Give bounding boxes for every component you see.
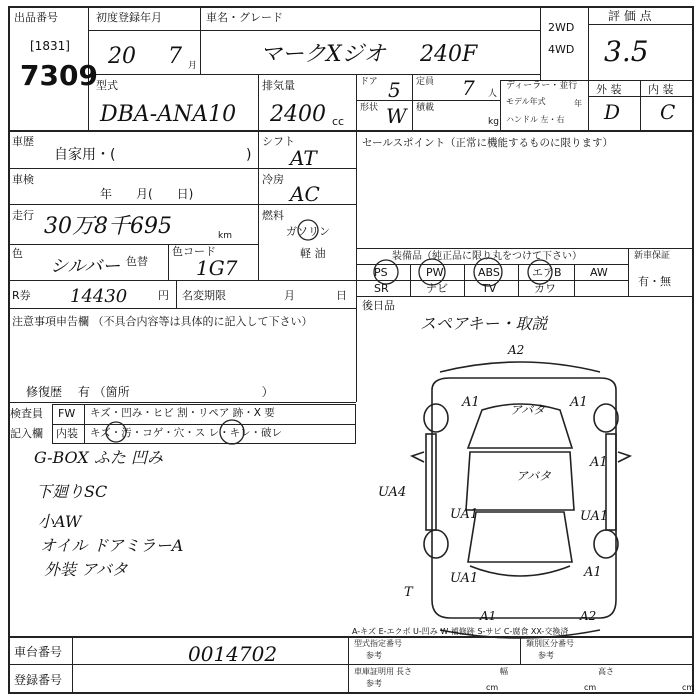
month-label: 月 — [284, 289, 295, 302]
divider — [520, 636, 521, 664]
equip-airbag: エアB — [532, 266, 562, 279]
vehicle-cert-label: 車庫証明用 — [354, 667, 394, 676]
sales-point-label: セールスポイント（正常に機能するものに限ります） — [362, 137, 614, 149]
mark-ua-right-rear: UA1 — [580, 509, 609, 524]
color-code-label: 色コード — [172, 245, 216, 258]
handwritten-line-1: G-BOX ふた 凹み — [34, 448, 163, 467]
reg-month: 7 — [168, 44, 182, 69]
mileage-value: 30万8千695 — [44, 214, 172, 239]
shift-label: シフト — [262, 135, 295, 148]
year-unit: 年 — [574, 99, 582, 108]
displacement: 2400 — [270, 102, 326, 127]
equip-sr: SR — [374, 282, 389, 295]
width-cm: cm — [584, 683, 597, 692]
mark-ua-left-front: UA4 — [378, 485, 407, 500]
ac-value: AC — [290, 182, 320, 206]
divider — [8, 636, 694, 638]
history-label: 車歴 — [12, 135, 34, 148]
kg-unit: kg — [488, 117, 499, 127]
width-label: 幅 — [500, 667, 508, 676]
later-items-label: 後日品 — [362, 299, 395, 312]
color-label: 色 — [12, 247, 23, 260]
recolor-label: 色替 — [126, 255, 148, 268]
vehicle-cert-sub: 参考 — [366, 679, 382, 688]
mark-ua-left-rear: UA1 — [450, 571, 479, 586]
dealer-label: ディーラー・並行 — [506, 81, 578, 91]
inspector-interior-items: キズ・汚・コゲ・穴・ス レ・キレ・破レ — [90, 427, 283, 439]
mark-a2-bottom: A2 — [580, 609, 597, 623]
divider — [348, 636, 349, 694]
handwritten-line-2: 下廻りSC — [36, 482, 108, 501]
lot-sub: [1831] — [30, 39, 70, 53]
model-code: DBA-ANA10 — [100, 102, 237, 127]
rken-label: R券 — [12, 289, 31, 302]
history-value: 自家用・( — [54, 147, 116, 163]
damage-legend: A-キズ E-エクボ U-凹み W-補修跡 S-サビ C-腐食 XX-交換済 — [352, 627, 569, 636]
fuel-label: 燃料 — [262, 209, 284, 222]
type-cert-label: 型式指定番号 — [354, 639, 402, 648]
shift-value: AT — [290, 146, 317, 170]
inspector-fw-items: キズ・凹み・ヒビ 割・リペア 跡・X 要 — [90, 407, 275, 419]
mark-t: T — [404, 585, 413, 600]
mark-a1-front-right: A1 — [570, 395, 588, 410]
lot-number: 7309 — [20, 59, 98, 92]
class-sub: 参考 — [538, 651, 554, 660]
mark-abata-roof: アバタ — [516, 469, 552, 483]
handle-label: ハンドル 左・右 — [506, 115, 565, 124]
handwritten-line-5: 外装 アバタ — [44, 560, 128, 579]
divider — [8, 664, 694, 665]
car-name: マークXジオ — [260, 42, 386, 67]
color-value: シルバー — [50, 256, 121, 277]
equip-pw: PW — [426, 266, 444, 279]
mark-a2-top: A2 — [508, 343, 525, 357]
handwritten-line-3: 小AW — [38, 512, 82, 531]
ac-label: 冷房 — [262, 173, 284, 186]
reg-no-label: 登録番号 — [14, 673, 63, 687]
exterior-label: 外 装 — [596, 83, 622, 96]
inspection-label: 車検 — [12, 173, 34, 186]
exterior-grade: D — [604, 100, 621, 124]
height-label: 高さ — [598, 667, 614, 676]
equip-aw: AW — [590, 266, 608, 279]
handwritten-line-4: オイル ドアミラーA — [40, 536, 184, 555]
inspector-label-2: 記入欄 — [10, 427, 43, 440]
interior-label: 内 装 — [648, 83, 674, 96]
inspection-value: 年 月( 日) — [100, 187, 194, 201]
load-label: 積載 — [416, 103, 435, 113]
class-label: 類別区分番号 — [526, 639, 574, 648]
fuel-diesel: 軽 油 — [300, 247, 326, 260]
yen-unit: 円 — [158, 289, 169, 302]
mark-a1-right-rear: A1 — [584, 565, 602, 580]
reg-year: 20 — [108, 44, 136, 69]
equip-tv: TV — [482, 282, 497, 295]
equipment-label: 装備品（純正品に限り丸をつけて下さい） — [392, 251, 582, 262]
rken-value: 14430 — [70, 286, 128, 307]
mark-ua-left-mid: UA1 — [450, 507, 479, 522]
eval-score: 3.5 — [604, 35, 649, 68]
mark-a1-right-mid: A1 — [590, 455, 608, 470]
model-label: 型式 — [96, 79, 118, 92]
mark-abata-hood: アバタ — [510, 403, 546, 417]
equip-abs: ABS — [478, 266, 500, 279]
new-warranty-value: 有・無 — [638, 275, 671, 288]
height-cm: cm — [682, 683, 695, 692]
door-label: ドア — [360, 77, 378, 87]
mark-a1-front-left: A1 — [462, 395, 480, 410]
equip-ps: PS — [374, 266, 388, 279]
length-cm: cm — [486, 683, 499, 692]
capacity-label: 定員 — [416, 77, 435, 87]
inspector-fw: FW — [58, 407, 76, 420]
person-unit: 人 — [488, 89, 498, 99]
shape: W — [386, 104, 407, 128]
reg-date-label: 初度登録年月 — [96, 11, 162, 24]
chassis-label: 車台番号 — [14, 645, 63, 659]
model-year-label: モデル年式 — [506, 97, 546, 106]
type-cert-sub: 参考 — [366, 651, 382, 660]
month-unit: 月 — [188, 61, 198, 71]
cc-unit: cc — [332, 115, 345, 128]
car-name-label: 車名・グレード — [206, 11, 283, 24]
notes-label: 注意事項申告欄 （不具合内容等は具体的に記入して下さい） — [12, 315, 313, 328]
repair-history: 修復歴 有 （箇所 ） — [26, 385, 274, 399]
drive-2wd: 2WD — [548, 21, 575, 34]
day-label: 日 — [336, 289, 347, 302]
fuel-gasoline: ガソリン — [286, 225, 330, 238]
mileage-label: 走行 — [12, 209, 34, 222]
color-code: 1G7 — [196, 256, 238, 280]
km-unit: km — [218, 231, 232, 241]
capacity: 7 — [462, 76, 475, 100]
divider — [72, 636, 73, 694]
history-close: ) — [246, 147, 252, 163]
car-grade: 240F — [420, 42, 478, 67]
chassis-number: 0014702 — [188, 642, 278, 666]
interior-grade: C — [660, 100, 676, 124]
mark-a1-bottom: A1 — [480, 609, 497, 623]
drive-4wd: 4WD — [548, 43, 575, 56]
length-label: 長さ — [396, 667, 412, 676]
new-warranty-label: 新車保証 — [634, 251, 671, 261]
inspector-interior: 内装 — [56, 427, 78, 440]
eval-label: 評 価 点 — [608, 9, 652, 23]
lot-no-label: 出品番号 — [14, 11, 58, 24]
inspector-label-1: 検査員 — [10, 407, 43, 420]
equip-leather: カワ — [534, 282, 556, 295]
shape-label: 形状 — [360, 103, 379, 113]
later-items-note: スペアキー・取説 — [420, 314, 548, 333]
doors: 5 — [388, 78, 401, 102]
name-change-label: 名変期限 — [182, 289, 226, 302]
displacement-label: 排気量 — [262, 79, 295, 92]
equip-navi: ナビ — [426, 282, 448, 295]
